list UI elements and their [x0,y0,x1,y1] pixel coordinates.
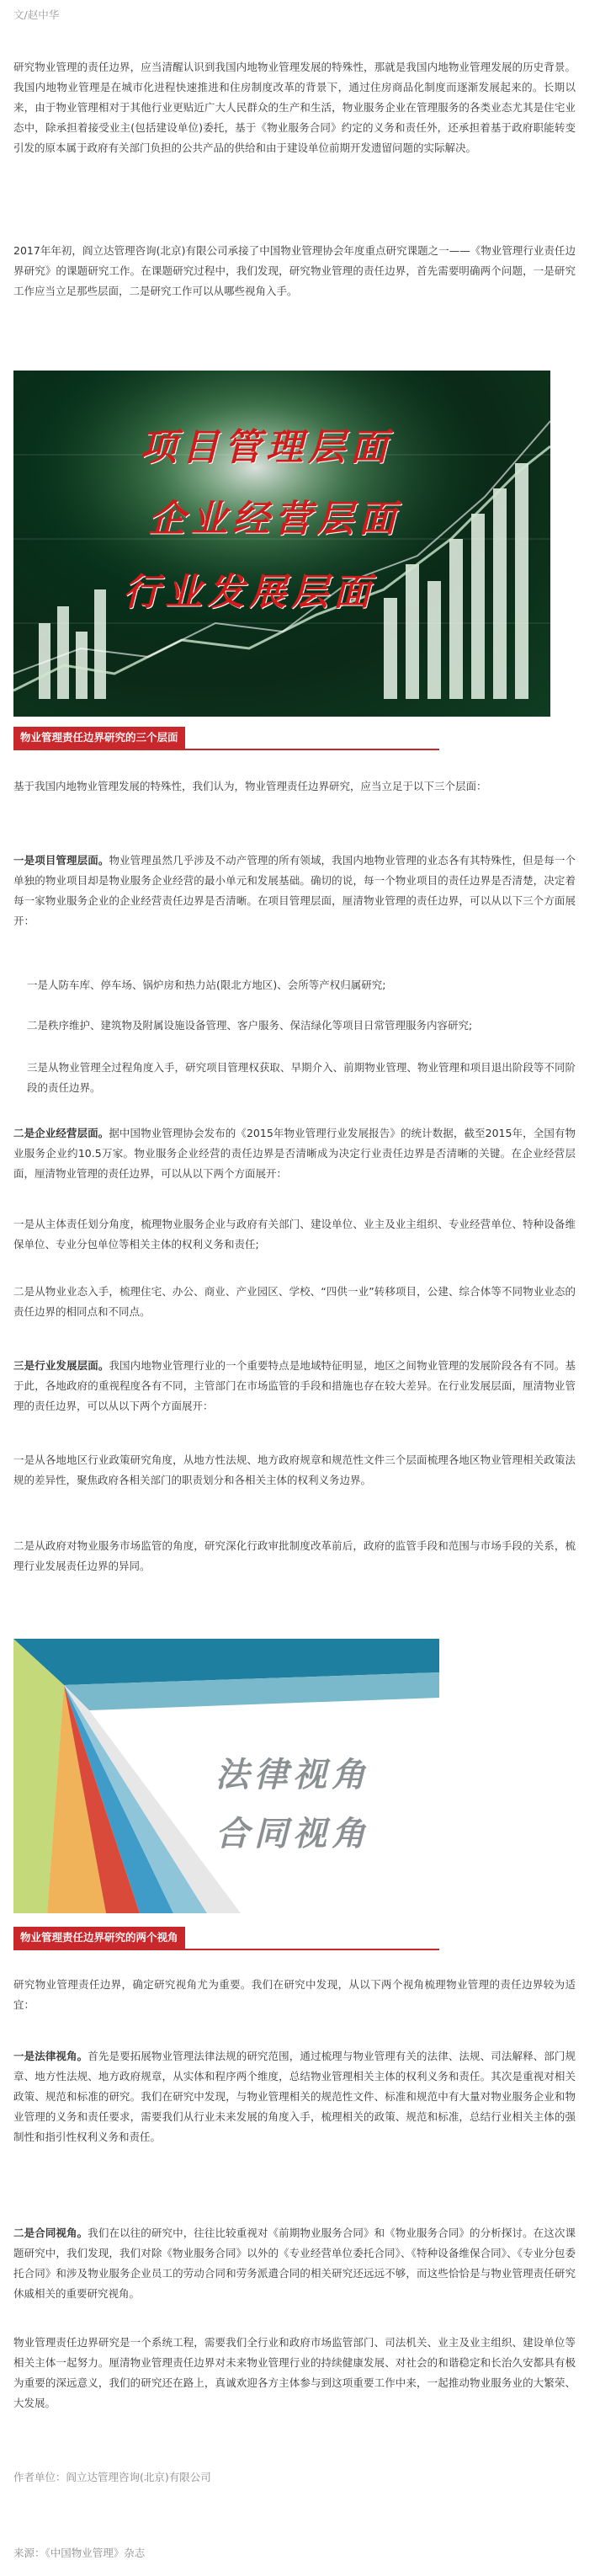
paragraph-contract-perspective [13,2223,576,2304]
paragraph-enterprise-item-1: 一是从主体责任划分角度，梳理物业服务企业与政府有关部门、建设单位、业主及业主组织、专业经营单位、特种设备维保单位、专业分包单位等相关主体的权利义务和责任; [13,1218,576,1251]
banner-line-project: 项目管理层面 [140,426,392,469]
enterprise-level-body: 据中国物业管理协会发布的《2015年物业管理行业发展报告》的统计数据，截至2015年，全国有物业服务企业约10.5万家。物业服务企业经营的责任边界是否清晰成为决定行业责任边界是否清晰的关键。在企业经营层面，厘清物业管理的责任边界，可以从以下两个方面展开： [13,1127,576,1180]
enterprise-level-lead: 二是企业经营层面。 [13,1127,109,1139]
author-byline: 文/赵中华 [13,8,60,21]
contract-perspective-lead: 二是合同视角。 [13,2227,88,2239]
paragraph-three-levels-intro: 基于我国内地物业管理发展的特殊性，我们认为，物业管理责任边界研究，应当立足于以下三个层面： [13,780,487,792]
industry-level-body: 我国内地物业管理行业的一个重要特点是地域特征明显，地区之间物业管理的发展阶段各有不同。基于此，各地政府的重视程度各有不同，主管部门在市场监管的手段和措施也存在较大差异。在行业发展层面，厘清物业管理的责任边界，可以从以下两个方面展开： [13,1359,576,1412]
paragraph-project-item-1: 一是人防车库、停车场、锅炉房和热力站(限北方地区)、会所等产权归属研究; [27,979,386,991]
section-heading-rule [13,749,439,750]
paragraph-legal-perspective [13,2046,576,2147]
project-level-lead: 一是项目管理层面。 [13,854,109,867]
paragraph-enterprise-level [13,1123,576,1184]
banner-line-industry: 行业发展层面 [123,571,375,614]
paragraph-background: 研究物业管理的责任边界，应当清醒认识到我国内地物业管理发展的特殊性，那就是我国内地物业管理发展的历史背景。我国内地物业管理是在城市化进程快速推进和住房制度改革的背景下，通过住房商品化制度而逐渐发展起来的。长期以来，由于物业管理相对于其他行业更贴近广大人民群众的生产和生活，物业服务企业在管理服务的各类业态尤其是住宅业态中，除承担着接受业主(包括建设单位)委托，基于《物业服务合同》约定的义务和责任外，还承担着基于政府职能转变引发的原本属于政府有关部门负担的公共产品的供给和由于建设单位前期开发遗留问题的实际解决。 [13,61,576,154]
paragraph-industry-level [13,1356,576,1416]
paragraph-enterprise-item-2: 二是从物业业态入手，梳理住宅、办公、商业、产业园区、学校、“四供一业”转移项目，公建、综合体等不同物业业态的责任边界的相同点和不同点。 [13,1285,576,1318]
paragraph-industry-item-1: 一是从各地地区行业政策研究角度，从地方性法规、地方政府规章和规范性文件三个层面梳理各地区物业管理相关政策法规的差异性，聚焦政府各相关部门的职责划分和各相关主体的权利义务边界。 [13,1453,576,1486]
paragraph-project-level [13,851,576,931]
three-levels-banner-image [13,371,550,717]
two-perspectives-banner-image [13,1639,439,1913]
paragraph-project-intro: 2017年年初，阎立达管理咨询(北京)有限公司承接了中国物业管理协会年度重点研究课题之一——《物业管理行业责任边界研究》的课题研究工作。在课题研究过程中，我们发现，研究物业管理的责任边界，首先需要明确两个问题，一是研究工作应当立足那些层面，二是研究工作可以从哪些视角入手。 [13,244,576,297]
section-heading-three-levels: 物业管理责任边界研究的三个层面 [13,727,185,749]
project-level-body: 物业管理虽然几乎涉及不动产管理的所有领域，我国内地物业管理的业态各有其特殊性，但是每一个单独的物业项目却是物业服务企业经营的最小单元和发展基础。确切的说，每一个物业项目的责任边界是否清楚，决定着每一家物业服务企业的企业经营责任边界是否清晰。在项目管理层面，厘清物业管理的责任边界，可以从以下三个方面展开： [13,854,576,927]
banner-line-enterprise: 企业经营层面 [148,498,401,541]
paragraph-project-item-3: 三是从物业管理全过程角度入手，研究项目管理权获取、早期介入、前期物业管理、物业管理和项目退出阶段等不同阶段的责任边界。 [27,1061,576,1094]
banner-chart-decoration [13,371,550,717]
paragraph-conclusion: 物业管理责任边界研究是一个系统工程，需要我们全行业和政府市场监管部门、司法机关、业主及业主组织、建设单位等相关主体一起努力。厘清物业管理责任边界对未来物业管理行业的持续健康发展、对社会的和谐稳定和长治久安都具有极为重要的深远意义，我们的研究还在路上，真诚欢迎各方主体参与到这项重要工作中来，一起推动物业服务业的大繁荣、大发展。 [13,2336,576,2409]
contract-perspective-body: 我们在以往的研究中，往往比较重视对《前期物业服务合同》和《物业服务合同》的分析探讨。在这次课题研究中，我们发现，我们对除《物业服务合同》以外的《专业经营单位委托合同》、《特种设备维保合同》、《专业分包委托合同》和涉及物业服务企业员工的劳动合同和劳务派遣合同的相关研究还远远不够，而这些恰恰是与物业管理责任研究休戚相关的重要研究视角。 [13,2227,576,2300]
legal-perspective-lead: 一是法律视角。 [13,2050,88,2062]
article-source: 来源：《中国物业管理》杂志 [13,2547,146,2559]
paragraph-industry-item-2: 二是从政府对物业服务市场监管的角度，研究深化行政审批制度改革前后，政府的监管手段和范围与市场手段的关系，梳理行业发展责任边界的异同。 [13,1539,576,1572]
industry-level-lead: 三是行业发展层面。 [13,1359,109,1372]
section-heading-two-perspectives: 物业管理责任边界研究的两个视角 [13,1927,185,1949]
section-heading-rule-2 [13,1949,439,1950]
banner-line-contract: 合同视角 [215,1814,370,1853]
author-affiliation: 作者单位：阎立达管理咨询(北京)有限公司 [13,2471,211,2483]
legal-perspective-body: 首先是要拓展物业管理法律法规的研究范围，通过梳理与物业管理有关的法律、法规、司法解释、部门规章、地方性法规、地方政府规章，从实体和程序两个维度，总结物业管理相关主体的权利义务和责任。其次是重视对相关政策、规范和标准的研究。我们在研究中发现，与物业管理相关的规范性文件、标准和规范中有大量对物业服务企业和物业管理的义务和责任要求，需要我们从行业未来发展的角度入手，梳理相关的政策、规范和标准，总结行业相关主体的强制性和指引性权利义务和责任。 [13,2050,576,2143]
banner-line-legal: 法律视角 [215,1755,370,1795]
paragraph-perspectives-intro: 研究物业管理责任边界，确定研究视角尤为重要。我们在研究中发现，从以下两个视角梳理物业管理的责任边界较为适宜： [13,1978,576,2011]
paragraph-project-item-2: 二是秩序维护、建筑物及附属设施设备管理、客户服务、保洁绿化等项目日常管理服务内容研究; [27,1019,473,1032]
